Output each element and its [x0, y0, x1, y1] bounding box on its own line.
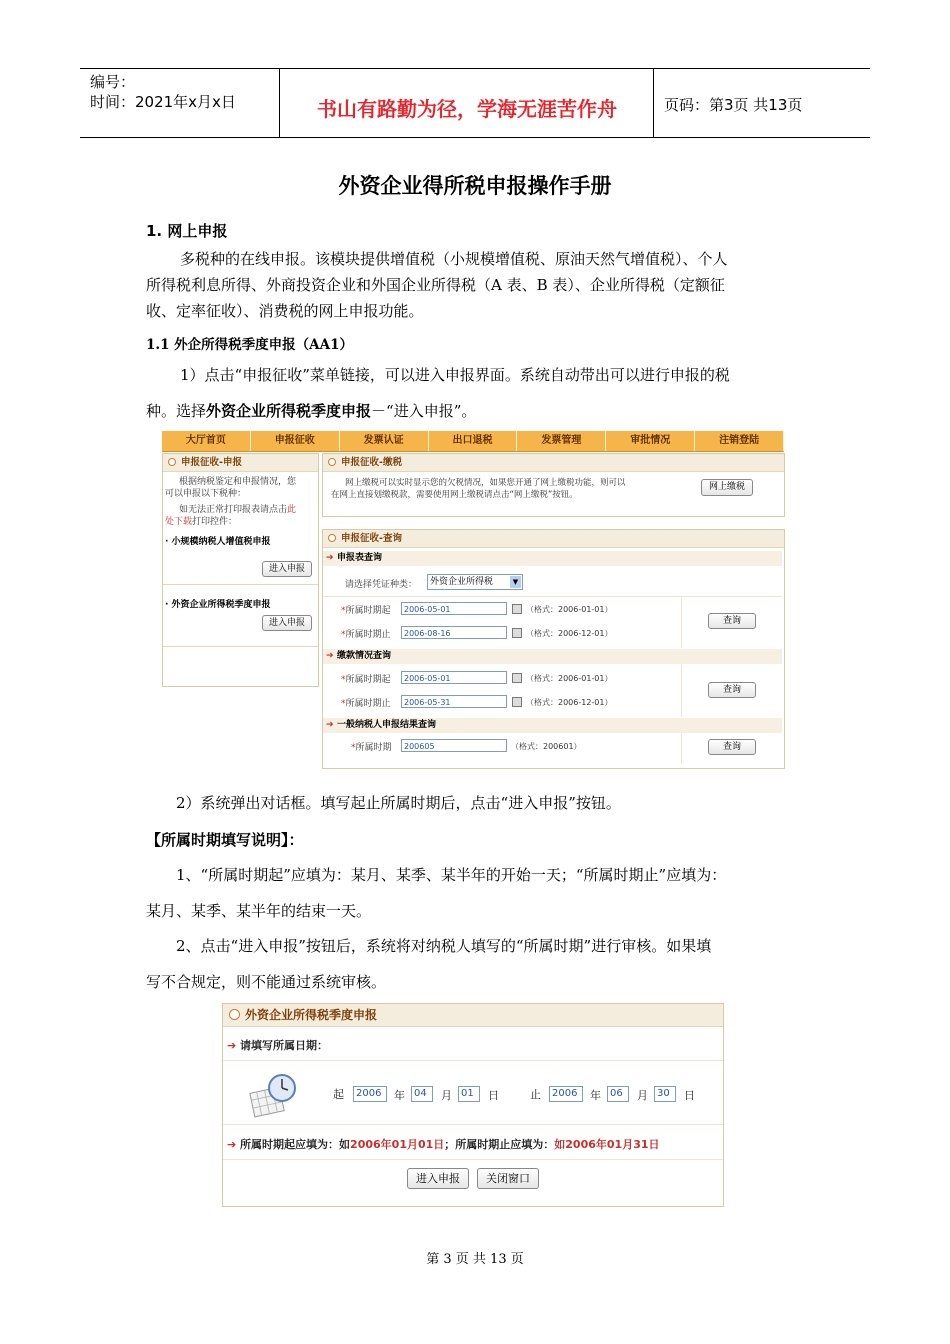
highlight-text: 外资企业所得税季度申报 [206, 402, 372, 420]
format-hint: （格式：2006-01-01） [526, 674, 613, 683]
note-line: 写不合规定，则不能通过系统审核。 [146, 973, 387, 991]
chevron-down-icon: ▼ [510, 576, 521, 588]
enter-declare-button[interactable]: 进入申报 [262, 561, 312, 577]
header-motto: 书山有路勤为径，学海无涯苦作舟 [281, 69, 654, 137]
download-link[interactable]: 此 [287, 505, 297, 515]
unit-label: 日 [684, 1089, 695, 1102]
para-line: 所得税利息所得、外商投资企业和外国企业所得税（A 表、B 表）、企业所得税（定额征 [146, 276, 725, 294]
period-label: *所属时期 [351, 743, 392, 753]
calendar-clock-icon [249, 1070, 299, 1120]
screenshot-period-dialog [222, 1003, 724, 1207]
calendar-icon[interactable] [512, 628, 522, 638]
query-button[interactable]: 查询 [708, 613, 756, 629]
step1-line: 种。选择外资企业所得税季度申报－“进入申报”。 [146, 402, 477, 420]
section-result-query: ➔ 一般纳税人申报结果查询 [323, 718, 782, 733]
voucher-type-select[interactable]: 外资企业所得税 ▼ [427, 574, 523, 590]
select-label: 请选择凭证种类： [345, 580, 418, 590]
enter-declare-button[interactable]: 进入申报 [262, 615, 312, 631]
end-label: *所属时期止 [341, 630, 391, 640]
unit-label: 月 [441, 1089, 452, 1102]
nav-declare[interactable]: 申报征收 [251, 431, 340, 451]
nav-export-refund[interactable]: 出口退税 [429, 431, 518, 451]
start-label: *所属时期起 [341, 675, 391, 685]
download-link[interactable]: 处下载 [165, 517, 193, 527]
calendar-icon[interactable] [512, 697, 522, 707]
section-declare-query: ➔ 申报表查询 [323, 551, 782, 566]
period-hint: ➔ 所属时期起应填为：如2006年01月01日；所属时期止应填为：如2006年01月31日 [227, 1138, 660, 1151]
nav-invoice-cert[interactable]: 发票认证 [340, 431, 429, 451]
document-title: 外资企业得所税申报操作手册 [338, 174, 612, 198]
sub-heading: 1.1 外企所得税季度申报（AA1） [146, 337, 354, 353]
pay-text: 在网上直接划缴税款，需要使用网上缴税请点击“网上缴税”按钮。 [331, 490, 578, 500]
step1-line: 1）点击“申报征收”菜单链接，可以进入申报界面。系统自动带出可以进行申报的税 [180, 366, 730, 384]
pay-panel-title: 申报征收-缴税 [323, 454, 784, 472]
screenshot-tax-menu [162, 431, 784, 769]
query-panel-title: 申报征收-查询 [323, 530, 784, 548]
pay-text: 网上缴税可以实时显示您的欠税情况，如果您开通了网上缴税功能，则可以 [345, 478, 626, 488]
section-payment-query: ➔ 缴款情况查询 [323, 649, 782, 664]
start-date-input[interactable]: 2006-05-01 [401, 602, 507, 615]
format-hint: （格式：2006-01-01） [526, 605, 613, 614]
start-label: *所属时期起 [341, 606, 391, 616]
format-hint: （格式：2006-12-01） [526, 698, 613, 707]
pay-end-input[interactable]: 2006-05-31 [401, 695, 507, 708]
end-month-input[interactable]: 06 [607, 1086, 629, 1102]
unit-label: 年 [590, 1089, 601, 1102]
page-header [80, 68, 870, 138]
para-line: 多税种的在线申报。该模块提供增值税（小规模增值税、原油天然气增值税）、个人 [180, 250, 728, 268]
period-input[interactable]: 200605 [401, 739, 507, 752]
unit-label: 日 [488, 1089, 499, 1102]
end-date-input[interactable]: 2006-08-16 [401, 626, 507, 639]
start-label: 起 [333, 1088, 344, 1101]
close-window-button[interactable]: 关闭窗口 [477, 1168, 539, 1189]
declare-panel [162, 453, 319, 687]
dialog-title: 外资企业所得税季度申报 [223, 1004, 723, 1027]
calendar-icon[interactable] [512, 673, 522, 683]
nav-invoice-manage[interactable]: 发票管理 [517, 431, 606, 451]
query-button[interactable]: 查询 [708, 739, 756, 755]
note-line: 某月、某季、某半年的结束一天。 [146, 902, 372, 920]
pay-start-input[interactable]: 2006-05-01 [401, 671, 507, 684]
end-year-input[interactable]: 2006 [549, 1086, 583, 1102]
end-day-input[interactable]: 30 [654, 1086, 676, 1102]
pay-panel [322, 453, 785, 517]
unit-label: 月 [637, 1089, 648, 1102]
dialog-prompt: ➔ 请填写所属日期： [227, 1039, 329, 1052]
tax-item-foreign-income: · 外资企业所得税季度申报 [165, 600, 271, 610]
note-line: 2、点击“进入申报”按钮后，系统将对纳税人填写的“所属时期”进行审核。如果填 [176, 937, 712, 955]
note-line: 1、“所属时期起”应填为：某月、某季、某半年的开始一天；“所属时期止”应填为： [176, 866, 727, 884]
number-label: 编号： [90, 73, 136, 91]
time-label: 时间：2021年x月x日 [90, 93, 236, 111]
nav-approval[interactable]: 审批情况 [606, 431, 695, 451]
query-panel [322, 529, 785, 769]
start-month-input[interactable]: 04 [411, 1086, 433, 1102]
header-page-info: 页码：第3页 共13页 [664, 95, 803, 114]
note-heading: 【所属时期填写说明】： [146, 831, 304, 849]
declare-panel-title: 申报征收-申报 [163, 454, 318, 472]
nav-home[interactable]: 大厅首页 [162, 431, 251, 451]
para-line: 收、定率征收）、消费税的网上申报功能。 [146, 302, 424, 320]
nav-bar [162, 431, 784, 452]
end-label: *所属时期止 [341, 699, 391, 709]
panel-text: 根据纳税鉴定和申报情况，您 [179, 477, 297, 487]
start-year-input[interactable]: 2006 [353, 1086, 387, 1102]
calendar-icon[interactable] [512, 604, 522, 614]
query-button[interactable]: 查询 [708, 682, 756, 698]
format-hint: （格式：2006-12-01） [526, 629, 613, 638]
start-day-input[interactable]: 01 [458, 1086, 480, 1102]
page-footer: 第 3 页 共 13 页 [426, 1252, 524, 1267]
tax-item-small-vat: · 小规模纳税人增值税申报 [165, 537, 271, 547]
nav-logout[interactable]: 注销登陆 [695, 431, 784, 451]
unit-label: 年 [394, 1089, 405, 1102]
panel-text: 可以申报以下税种： [165, 489, 247, 499]
enter-declare-button[interactable]: 进入申报 [407, 1168, 469, 1189]
end-label: 止 [530, 1088, 541, 1101]
format-hint: （格式：200601） [511, 742, 582, 751]
print-hint: 处下载打印控件： [165, 517, 238, 527]
header-meta [80, 69, 280, 137]
online-pay-button[interactable]: 网上缴税 [701, 479, 753, 496]
step2-text: 2）系统弹出对话框。填写起止所属时期后，点击“进入申报”按钮。 [176, 794, 621, 812]
print-hint: 如无法正常打印报表请点击此 [179, 505, 297, 515]
section-heading: 1. 网上申报 [146, 222, 228, 240]
